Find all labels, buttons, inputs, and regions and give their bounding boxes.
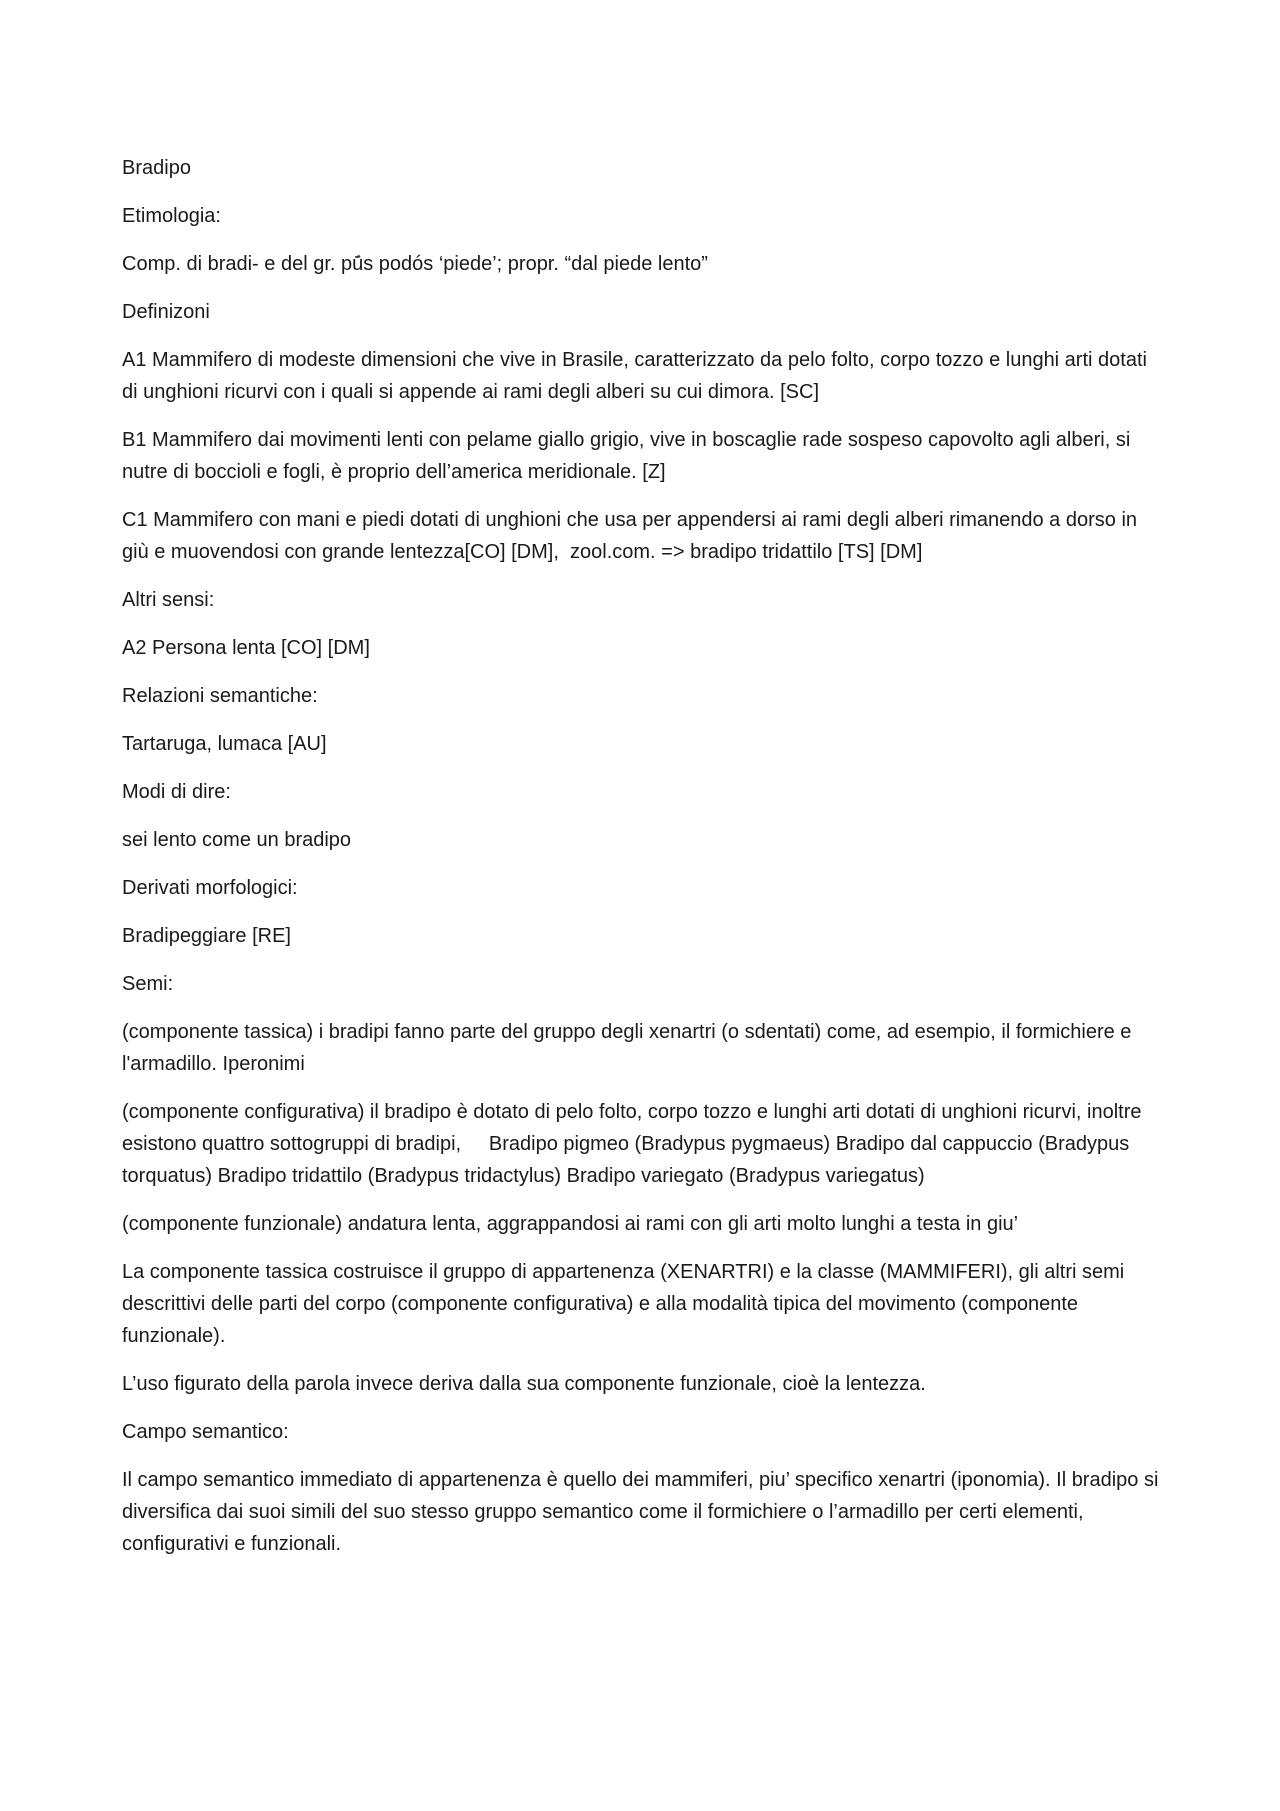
heading-altri-sensi: Altri sensi:	[122, 589, 215, 611]
uso-figurato: L’uso figurato della parola invece deriva dalla sua componente funzionale, cioè la lentezza.	[122, 1373, 926, 1395]
semi-summary: La componente tassica costruisce il gruppo di appartenenza (XENARTRI) e la classe (MAMMIFERI), gli altri semi descrittivi delle parti del corpo (componente configurativa) e alla modalità tipica del movimento (componente funzionale).	[122, 1261, 1130, 1347]
definition-b1: B1 Mammifero dai movimenti lenti con pelame giallo grigio, vive in boscaglie rade sospeso capovolto agli alberi, si nutre di boccioli e fogli, è proprio dell’america meridionale. [Z]	[122, 429, 1136, 483]
definition-a1: A1 Mammifero di modeste dimensioni che vive in Brasile, caratterizzato da pelo folto, corpo tozzo e lunghi arti dotati di unghioni ricurvi con i quali si appende ai rami degli alberi su cui dimora. [SC]	[122, 349, 1153, 403]
document-body	[122, 152, 1162, 1576]
modi-di-dire-text: sei lento come un bradipo	[122, 829, 352, 851]
heading-semi: Semi:	[122, 973, 174, 995]
heading-definizioni: Definizoni	[122, 301, 210, 323]
semi-funzionale: (componente funzionale) andatura lenta, aggrappandosi ai rami con gli arti molto lunghi a testa in giu’	[122, 1213, 1019, 1235]
heading-relazioni-semantiche: Relazioni semantiche:	[122, 685, 318, 707]
heading-modi-di-dire: Modi di dire:	[122, 781, 231, 803]
derivati-text: Bradipeggiare [RE]	[122, 925, 291, 947]
doc-title: Bradipo	[122, 157, 191, 179]
semi-configurativa: (componente configurativa) il bradipo è dotato di pelo folto, corpo tozzo e lunghi arti dotati di unghioni ricurvi, inoltre esistono quattro sottogruppi di bradipi, Bradipo pigmeo (Bradypus pygmaeus) Bradipo dal cappuccio (Bradypus torquatus) Bradipo tridattilo (Bradypus tridactylus) Bradipo variegato (Bradypus variegatus)	[122, 1101, 1148, 1187]
etimologia-text: Comp. di bradi- e del gr. pū́s podós ‘piede’; propr. “dal piede lento”	[122, 253, 708, 275]
campo-semantico-text: Il campo semantico immediato di appartenenza è quello dei mammiferi, piu’ specifico xenartri (iponomia). Il bradipo si diversifica dai suoi simili del suo stesso gruppo semantico come il formichiere o l’armadillo per certi elementi, configurativi e funzionali.	[122, 1469, 1164, 1555]
heading-etimologia: Etimologia:	[122, 205, 221, 227]
heading-campo-semantico: Campo semantico:	[122, 1421, 289, 1443]
semi-tassica: (componente tassica) i bradipi fanno parte del gruppo degli xenartri (o sdentati) come, ad esempio, il formichiere e l'armadillo. Iperonimi	[122, 1021, 1137, 1075]
sense-a2: A2 Persona lenta [CO] [DM]	[122, 637, 370, 659]
definition-c1: C1 Mammifero con mani e piedi dotati di unghioni che usa per appendersi ai rami degli alberi rimanendo a dorso in giù e muovendosi con grande lentezza[CO] [DM], zool.com. => bradipo tridattilo [TS] [DM]	[122, 509, 1143, 563]
heading-derivati: Derivati morfologici:	[122, 877, 298, 899]
relazioni-text: Tartaruga, lumaca [AU]	[122, 733, 327, 755]
